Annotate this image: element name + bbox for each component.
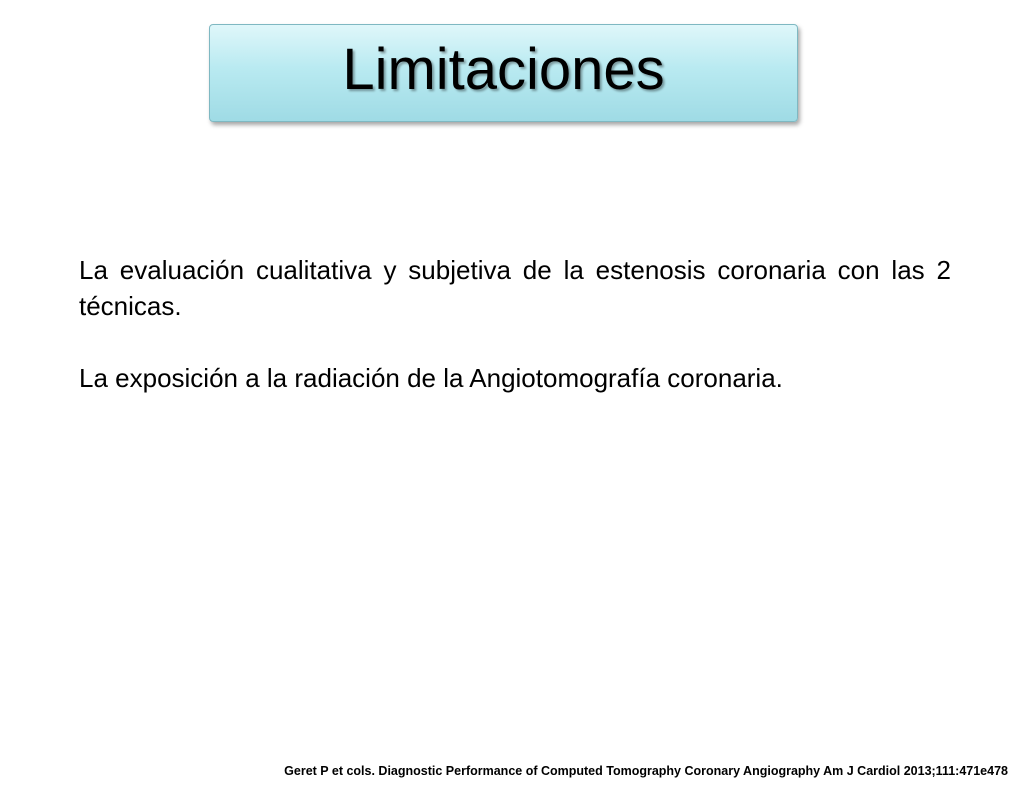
body-paragraph-2: La exposición a la radiación de la Angiotomografía coronaria. <box>79 363 783 393</box>
title-banner <box>209 24 798 122</box>
slide-body <box>79 252 951 396</box>
reference-citation: Geret P et cols. Diagnostic Performance of Computed Tomography Coronary Angiography Am J Cardiol 2013;111:471e478 <box>284 764 1008 778</box>
slide-title: Limitaciones <box>342 37 665 102</box>
body-paragraph-1: La evaluación cualitativa y subjetiva de la estenosis coronaria con las 2 técnicas. <box>79 255 951 321</box>
